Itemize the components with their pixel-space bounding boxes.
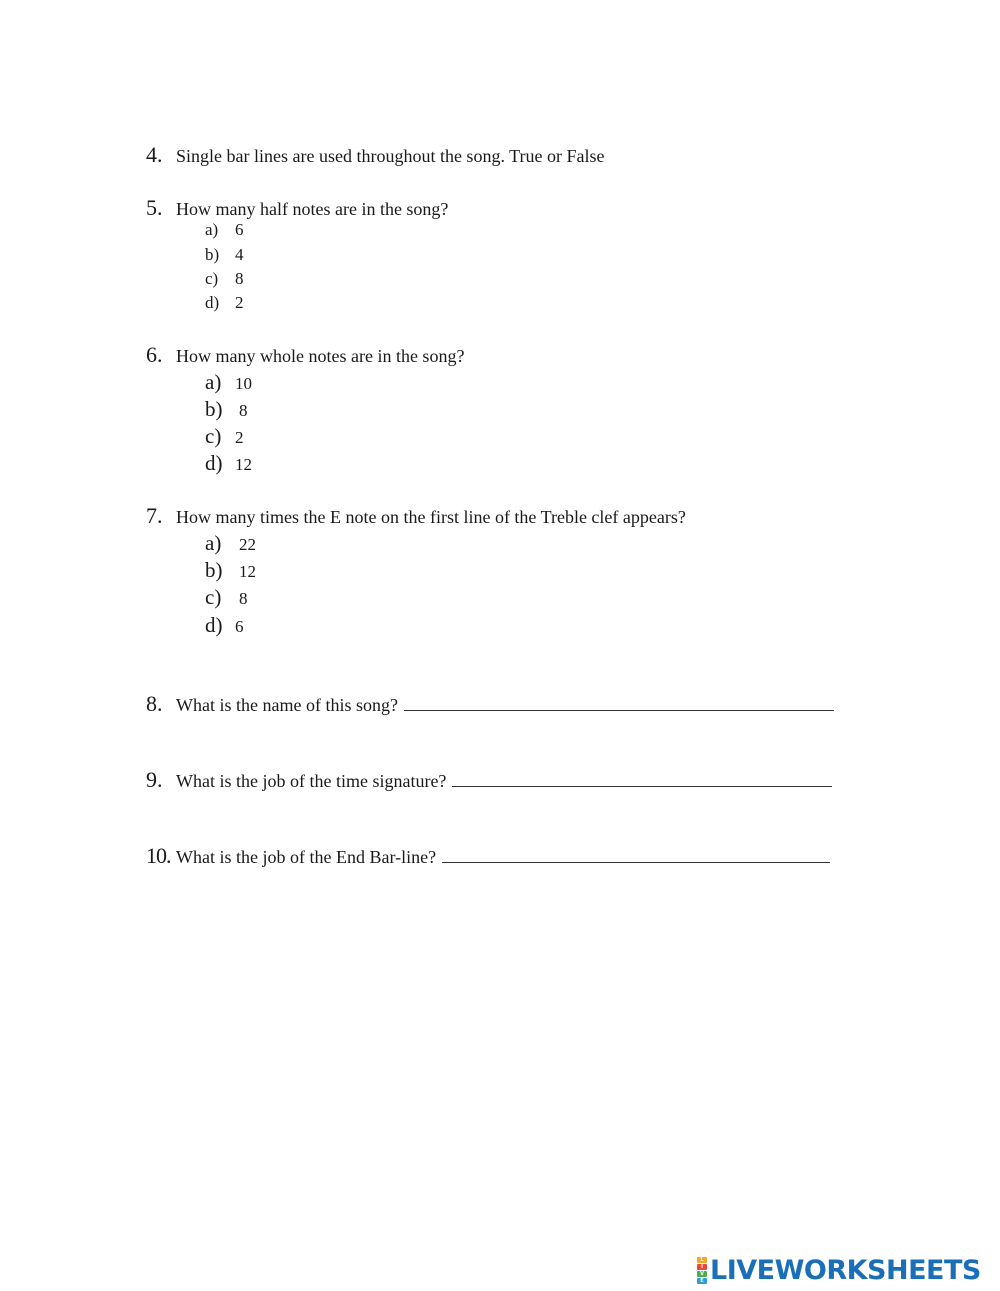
answer-blank[interactable] [442,846,830,863]
option-value: 4 [235,245,244,264]
option-7d[interactable] [205,613,244,638]
option-6c[interactable] [205,424,244,449]
answer-blank[interactable] [404,694,834,711]
option-letter: a) [205,531,222,555]
logo-tile-i: I [697,1264,707,1270]
option-5a[interactable] [205,220,244,240]
option-6b[interactable] [205,397,248,422]
question-6 [146,342,464,368]
question-4 [146,142,604,168]
option-5c[interactable] [205,269,244,289]
option-value: 2 [235,293,244,312]
option-value: 8 [239,401,248,420]
logo-tile-e: E [697,1278,707,1284]
question-10 [146,843,830,869]
option-value: 8 [235,269,244,288]
option-5d[interactable] [205,293,244,313]
option-7b[interactable] [205,558,256,583]
option-letter: b) [205,397,223,421]
question-5 [146,195,448,221]
question-text: What is the job of the End Bar-line? [176,847,437,867]
question-number: 5. [146,195,163,220]
option-value: 22 [239,535,256,554]
option-value: 6 [235,617,244,636]
option-6d[interactable] [205,451,252,476]
question-text: How many times the E note on the first line of the Treble clef appears? [176,507,686,527]
question-8 [146,691,834,717]
option-letter: b) [205,245,220,264]
question-number: 4. [146,142,163,167]
liveworksheets-logo [697,1252,981,1288]
question-number: 7. [146,503,163,528]
question-number: 9. [146,767,163,792]
question-text: What is the name of this song? [176,695,398,715]
option-value: 12 [239,562,256,581]
option-value: 10 [235,374,252,393]
logo-text: LIVEWORKSHEETS [710,1254,981,1286]
option-value: 12 [235,455,252,474]
logo-tiles-icon [697,1257,707,1284]
option-letter: a) [205,220,219,239]
option-letter: c) [205,585,222,609]
option-value: 6 [235,220,244,239]
question-9 [146,767,832,793]
question-number: 8. [146,691,163,716]
option-letter: a) [205,370,222,394]
option-5b[interactable] [205,245,244,265]
option-letter: d) [205,613,223,637]
option-letter: d) [205,451,223,475]
option-letter: c) [205,424,222,448]
option-letter: b) [205,558,223,582]
option-value: 2 [235,428,244,447]
question-text: How many whole notes are in the song? [176,346,465,366]
logo-tile-v: V [697,1271,707,1277]
option-6a[interactable] [205,370,252,395]
option-7c[interactable] [205,585,248,610]
option-7a[interactable] [205,531,256,556]
question-7 [146,503,686,529]
question-number: 6. [146,342,163,367]
option-letter: d) [205,293,220,312]
question-number: 10. [146,843,171,868]
question-text: Single bar lines are used throughout the song. True or False [176,146,605,166]
answer-blank[interactable] [452,770,832,787]
question-text: What is the job of the time signature? [176,771,447,791]
option-value: 8 [239,589,248,608]
question-text: How many half notes are in the song? [176,199,449,219]
option-letter: c) [205,269,219,288]
logo-tile-l: L [697,1257,707,1263]
